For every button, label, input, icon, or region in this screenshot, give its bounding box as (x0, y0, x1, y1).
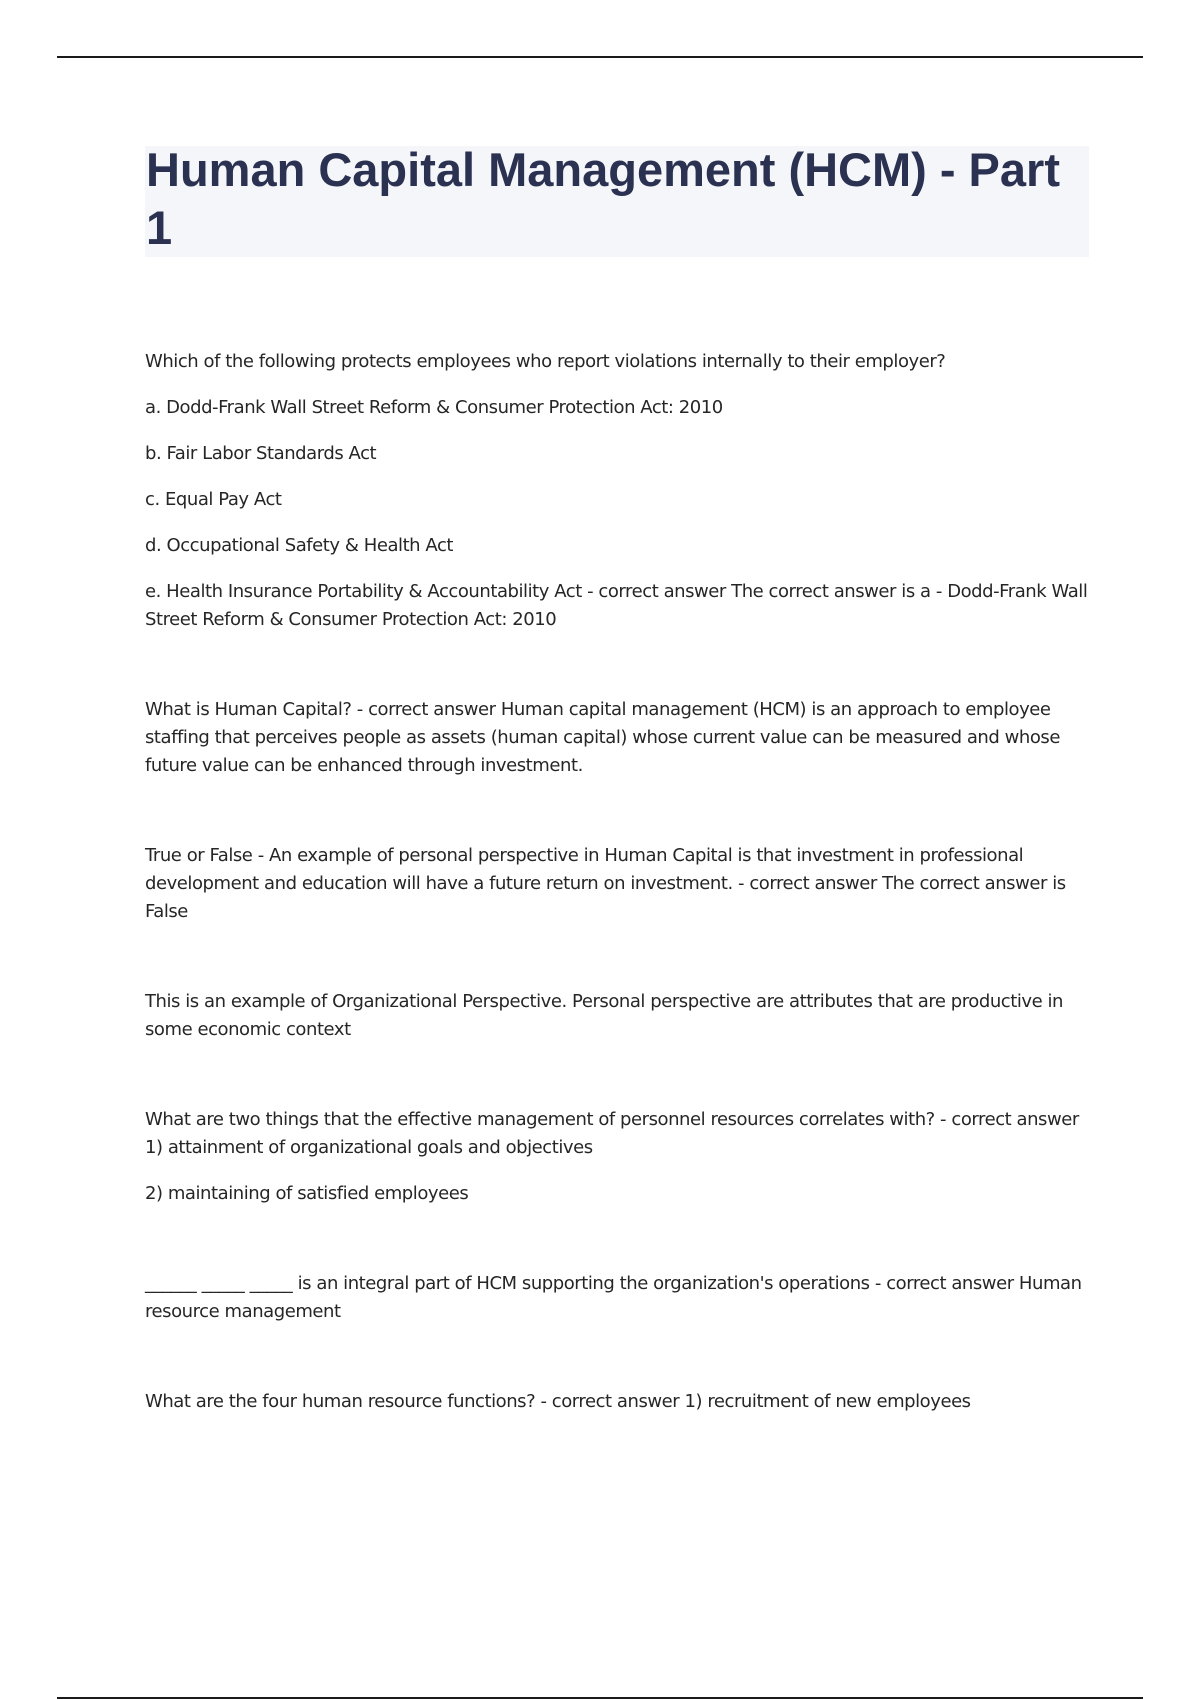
question-answer-paragraph: ______ _____ _____ is an integral part of HCM supporting the organization's operations - correct answer Human resource management (145, 1273, 1082, 1322)
document-body (145, 348, 1090, 1434)
answer-option-b: b. Fair Labor Standards Act (145, 443, 377, 464)
question-answer-paragraph: What are two things that the effective management of personnel resources correlates with? - correct answer 1) attainment of organizational goals and objectives (145, 1109, 1079, 1158)
answer-option-c: c. Equal Pay Act (145, 489, 282, 510)
bottom-divider (57, 1697, 1143, 1699)
answer-option-e: e. Health Insurance Portability & Accountability Act - correct answer The correct answer is a - Dodd-Frank Wall Street Reform & Consumer Protection Act: 2010 (145, 581, 1088, 630)
question-answer-paragraph: True or False - An example of personal perspective in Human Capital is that investment in professional development and education will have a future return on investment. - correct answer The correct answer is False (145, 845, 1066, 922)
question-text: Which of the following protects employees who report violations internally to their employer? (145, 351, 946, 372)
question-answer-paragraph: What is Human Capital? - correct answer Human capital management (HCM) is an approach to employee staffing that perceives people as assets (human capital) whose current value can be measured and whose future value can be enhanced through investment. (145, 699, 1060, 776)
answer-option-a: a. Dodd-Frank Wall Street Reform & Consumer Protection Act: 2010 (145, 397, 723, 418)
answer-continuation: 2) maintaining of satisfied employees (145, 1183, 469, 1204)
page-title: Human Capital Management (HCM) - Part 1 (146, 143, 1060, 254)
top-divider (57, 56, 1143, 58)
explanation-paragraph: This is an example of Organizational Perspective. Personal perspective are attributes that are productive in some economic context (145, 991, 1064, 1040)
answer-option-d: d. Occupational Safety & Health Act (145, 535, 454, 556)
question-answer-paragraph: What are the four human resource functions? - correct answer 1) recruitment of new employees (145, 1391, 971, 1412)
